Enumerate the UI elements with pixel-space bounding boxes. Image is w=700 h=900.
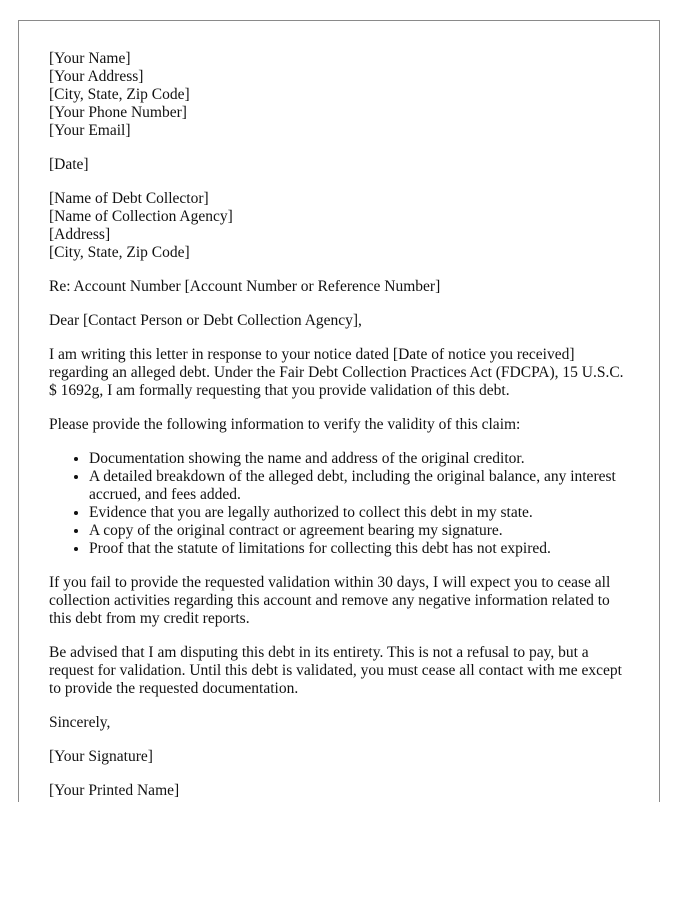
list-item: • Evidence that you are legally authorized to collect this debt in my state. — [89, 504, 635, 522]
letter-content — [49, 50, 635, 816]
recipient-collector-name: [Name of Debt Collector] — [49, 190, 209, 207]
consequence-paragraph: If you fail to provide the requested validation within 30 days, I will expect you to cease all collection activities regarding this account and remove any negative information related to this debt from my credit reports. — [49, 574, 611, 627]
sender-block — [49, 50, 635, 140]
salutation: Dear [Contact Person or Debt Collection Agency], — [49, 312, 362, 329]
list-item: • Documentation showing the name and address of the original creditor. — [89, 450, 635, 468]
intro-paragraph: I am writing this letter in response to your notice dated [Date of notice you received] regarding an alleged debt. Under the Fair Debt Collection Practices Act (FDCPA), 15 U.S.C. $ 1692g, I am formally requesting that you provide validation of this debt. — [49, 346, 624, 399]
sender-city-state-zip: [City, State, Zip Code] — [49, 86, 190, 103]
recipient-agency-name: [Name of Collection Agency] — [49, 208, 233, 225]
recipient-city-state-zip: [City, State, Zip Code] — [49, 244, 190, 261]
list-item: • A detailed breakdown of the alleged debt, including the original balance, any interest accrued, and fees added. — [89, 468, 635, 504]
sender-address: [Your Address] — [49, 68, 144, 85]
valediction: Sincerely, — [49, 714, 111, 731]
signature-line: [Your Signature] — [49, 748, 153, 765]
sender-name: [Your Name] — [49, 50, 131, 67]
requested-items-list — [49, 450, 635, 558]
reference-line: Re: Account Number [Account Number or Reference Number] — [49, 278, 441, 295]
printed-name: [Your Printed Name] — [49, 782, 180, 799]
sender-phone: [Your Phone Number] — [49, 104, 187, 121]
letter-date: [Date] — [49, 156, 89, 173]
dispute-paragraph: Be advised that I am disputing this debt in its entirety. This is not a refusal to pay, but a request for validation. Until this debt is validated, you must cease all contact with me except to provide the requested documentation. — [49, 644, 622, 697]
list-item: • A copy of the original contract or agreement bearing my signature. — [89, 522, 635, 540]
list-item: • Proof that the statute of limitations for collecting this debt has not expired. — [89, 540, 635, 558]
recipient-address: [Address] — [49, 226, 111, 243]
letter-page — [18, 20, 660, 802]
recipient-block — [49, 190, 635, 262]
request-lead-paragraph: Please provide the following information to verify the validity of this claim: — [49, 416, 521, 433]
sender-email: [Your Email] — [49, 122, 131, 139]
